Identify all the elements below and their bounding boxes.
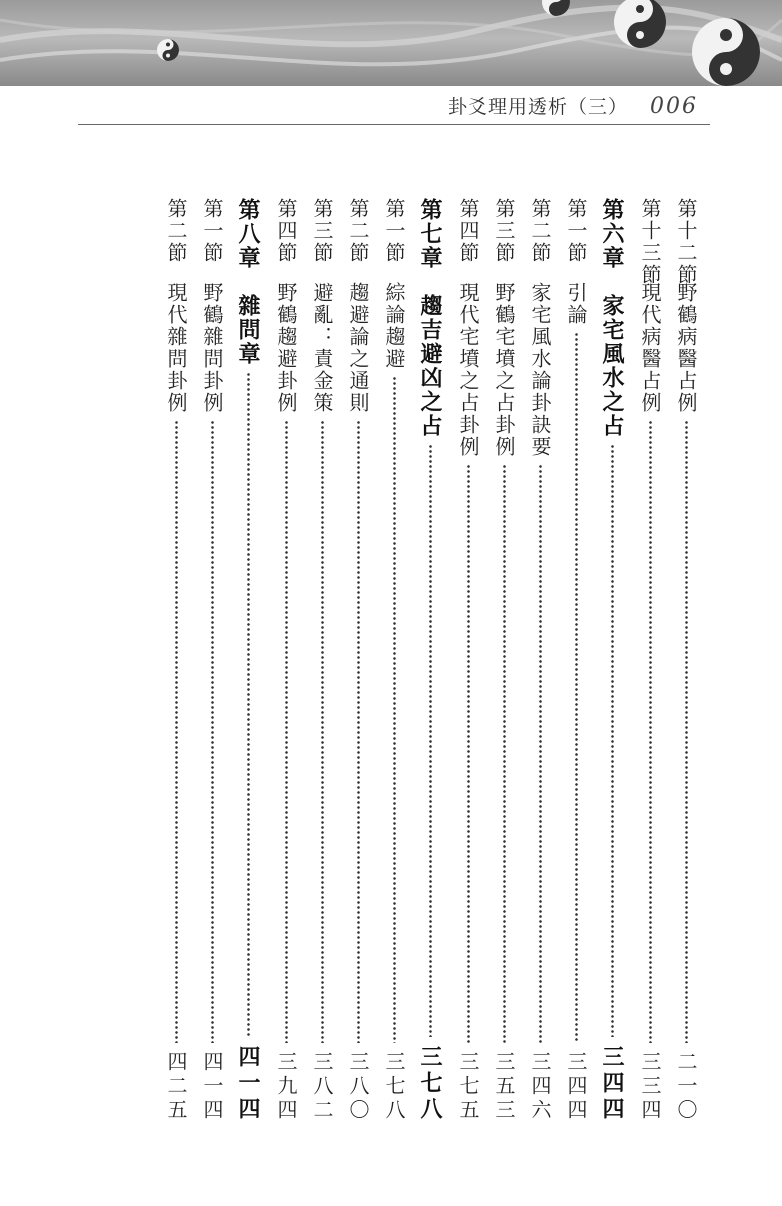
table-of-contents	[130, 198, 700, 1123]
toc-entry-title: 野鶴病醫占例	[674, 282, 698, 414]
toc-entry[interactable]	[308, 198, 336, 1123]
toc-entry-label: 第三節	[492, 198, 516, 264]
toc-chapter-page: 三四四	[599, 1045, 625, 1123]
toc-entry[interactable]	[490, 198, 518, 1123]
toc-chapter-page: 四一四	[235, 1045, 261, 1123]
toc-entry-label: 第一節	[200, 198, 224, 264]
toc-entry-title: 家宅風水論卦訣要	[528, 282, 552, 458]
toc-entry-page: 三七八	[382, 1051, 406, 1123]
toc-entry-label: 第二節	[346, 198, 370, 264]
toc-entry-page: 三八〇	[346, 1051, 370, 1123]
toc-chapter-page: 三七八	[417, 1045, 443, 1123]
toc-chapter-label: 第八章	[235, 198, 261, 270]
dot-leader	[429, 444, 432, 1037]
toc-entry-page: 三八二	[310, 1051, 334, 1123]
toc-entry-page: 二一〇	[674, 1051, 698, 1123]
toc-entry-title: 引論	[564, 282, 588, 326]
toc-entry-label: 第四節	[274, 198, 298, 264]
page-number: 006	[650, 94, 698, 119]
toc-entry[interactable]	[526, 198, 554, 1123]
toc-entry[interactable]	[198, 198, 226, 1123]
toc-entry-title: 野鶴雜問卦例	[200, 282, 224, 414]
dot-leader	[503, 464, 506, 1043]
toc-chapter-title: 趨吉避凶之占	[417, 294, 443, 438]
toc-entry-title: 野鶴趨避卦例	[274, 282, 298, 414]
dot-leader	[539, 464, 542, 1043]
toc-entry[interactable]	[272, 198, 300, 1123]
dot-leader	[467, 464, 470, 1043]
toc-entry-page: 三五三	[492, 1051, 516, 1123]
dot-leader	[611, 444, 614, 1037]
toc-entry[interactable]	[672, 198, 700, 1123]
toc-entry[interactable]	[162, 198, 190, 1123]
toc-entry-page: 三四六	[528, 1051, 552, 1123]
toc-entry[interactable]	[454, 198, 482, 1123]
header-banner	[0, 0, 782, 86]
toc-entry-title: 現代雜問卦例	[164, 282, 188, 414]
toc-entry-label: 第一節	[382, 198, 406, 264]
toc-chapter-label: 第七章	[417, 198, 443, 270]
toc-chapter-label: 第六章	[599, 198, 625, 270]
dot-leader	[321, 420, 324, 1043]
toc-entry-title: 野鶴宅墳之占卦例	[492, 282, 516, 458]
toc-chapter[interactable]	[416, 198, 444, 1123]
toc-entry-title: 綜論趨避	[382, 282, 406, 370]
dot-leader	[285, 420, 288, 1043]
toc-entry-title: 避亂：責金策	[310, 282, 334, 414]
banner-artwork	[0, 0, 782, 86]
toc-entry[interactable]	[562, 198, 590, 1123]
toc-entry[interactable]	[380, 198, 408, 1123]
running-head	[448, 92, 698, 122]
toc-chapter[interactable]	[234, 198, 262, 1123]
yin-yang-icon-medium	[614, 0, 666, 48]
toc-chapter[interactable]	[598, 198, 626, 1123]
dot-leader	[357, 420, 360, 1043]
toc-entry-label: 第二節	[164, 198, 188, 264]
toc-chapter-title: 家宅風水之占	[599, 294, 625, 438]
dot-leader	[685, 420, 688, 1043]
toc-entry-page: 三七五	[456, 1051, 480, 1123]
header-divider	[78, 124, 710, 125]
toc-entry-label: 第二節	[528, 198, 552, 264]
toc-entry-page: 三四四	[564, 1051, 588, 1123]
dot-leader	[211, 420, 214, 1043]
toc-entry-label: 第四節	[456, 198, 480, 264]
dot-leader	[575, 332, 578, 1043]
toc-entry-label: 第十三節	[638, 198, 662, 286]
toc-entry-title: 趨避論之通則	[346, 282, 370, 414]
toc-entry-label: 第一節	[564, 198, 588, 264]
toc-entry[interactable]	[344, 198, 372, 1123]
yin-yang-icon-large	[692, 18, 760, 86]
toc-entry-title: 現代宅墳之占卦例	[456, 282, 480, 458]
toc-entry-page: 三三四	[638, 1051, 662, 1123]
toc-entry-page: 四二五	[164, 1051, 188, 1123]
toc-entry-page: 四一四	[200, 1051, 224, 1123]
toc-entry-page: 三九四	[274, 1051, 298, 1123]
toc-entry[interactable]	[636, 198, 664, 1123]
dot-leader	[247, 372, 250, 1037]
dot-leader	[175, 420, 178, 1043]
toc-entry-label: 第十二節	[674, 198, 698, 286]
toc-entry-label: 第三節	[310, 198, 334, 264]
dot-leader	[393, 376, 396, 1043]
dot-leader	[649, 420, 652, 1043]
yin-yang-icon-small	[157, 39, 179, 61]
toc-chapter-title: 雜問章	[235, 294, 261, 366]
book-title: 卦爻理用透析（三）	[447, 96, 628, 118]
toc-entry-title: 現代病醫占例	[638, 282, 662, 414]
